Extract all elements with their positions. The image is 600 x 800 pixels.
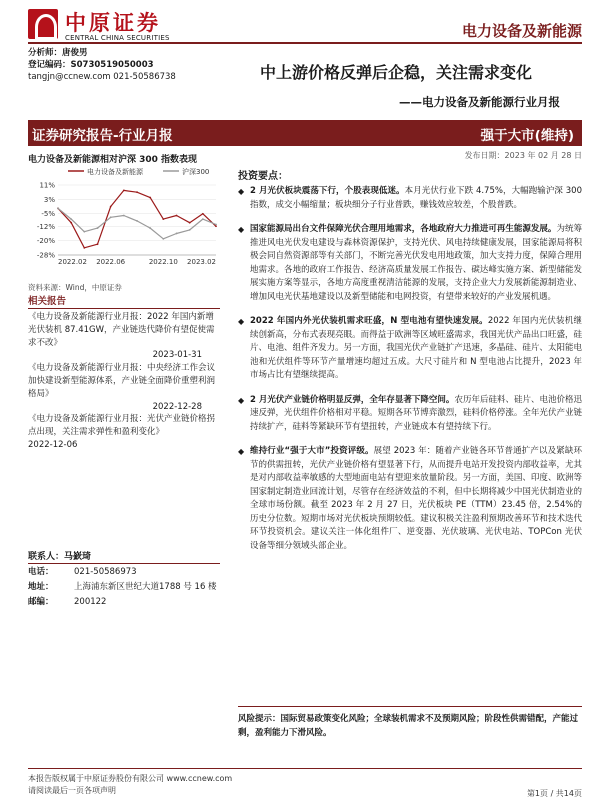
x-tick-label: 2022.10	[148, 258, 178, 266]
chart-lines	[57, 189, 217, 248]
related-report-title: 《电力设备及新能源行业月报：2022 年国内新增光伏装机 87.41GW，产业链迭代降价有望促使需求不改》	[28, 312, 215, 348]
data-point	[136, 220, 138, 222]
data-point	[162, 218, 164, 220]
contact-name: 马嶔琦	[64, 552, 92, 562]
highlight-bullet	[238, 445, 582, 553]
sector-title: 电力设备及新能源	[461, 22, 582, 40]
bullet-lead: 维持行业“强于大市”投资评级。	[250, 446, 374, 456]
performance-chart	[28, 163, 224, 278]
chart-legend	[68, 167, 209, 176]
y-tick-label: -20%	[36, 237, 55, 246]
publish-date: 发布日期：2023 年 02 月 28 日	[464, 151, 582, 160]
bullet-icon: ◆	[238, 395, 245, 405]
analyst-label: 分析师：	[28, 48, 63, 58]
page-number: 第1页 / 共14页	[526, 789, 582, 798]
x-tick-label: 2022.02	[58, 258, 87, 266]
data-point	[215, 225, 217, 227]
bullet-icon: ◆	[238, 447, 245, 456]
contact-info	[28, 565, 224, 610]
data-point	[97, 227, 99, 229]
related-report-item[interactable]	[28, 362, 222, 413]
data-point	[83, 231, 85, 233]
analyst-reg-row	[28, 59, 218, 71]
chart-source: 资料来源：Wind，中原证券	[28, 283, 122, 292]
logo-mark-icon	[28, 9, 58, 39]
series-line	[58, 208, 216, 239]
risk-divider	[238, 706, 582, 707]
contact-key: 地址：	[28, 582, 54, 592]
report-title: 中上游价格反弹后企稳，关注需求变化	[259, 63, 532, 82]
related-reports-list	[28, 311, 222, 452]
data-point	[162, 238, 164, 240]
logo-english-name: CENTRAL CHINA SECURITIES	[65, 34, 170, 42]
data-point	[136, 191, 138, 193]
legend-label: 沪深300	[182, 168, 210, 176]
contact-value: 021-50586973	[74, 567, 137, 577]
bullet-body: 2022 年国内光伏装机继续创新高，分布式表现亮眼。而得益于欧洲等区域旺盛需求，我国光伏产品出口旺盛，硅片、电池、组件齐发力。另一方面，我国光伏产业链扩产迅速，多晶硅、硅片、太阳能电池和光伏组件等环节产量增速均超过五成。大尺寸硅片和 N 型电池占比提升，2023 年市场占比有望继续提高。	[250, 316, 582, 380]
data-point	[97, 243, 99, 245]
bullet-lead: 2 月光伏产业链价格明显反弹，全年存显著下降空间。	[250, 394, 455, 405]
related-reports-heading: 相关报告	[28, 293, 220, 309]
y-tick-label: -12%	[36, 222, 55, 231]
x-axis-ticks	[58, 258, 216, 266]
report-type: 证券研究报告-行业月报	[32, 128, 173, 144]
data-point	[123, 215, 125, 217]
report-subtitle: ——电力设备及新能源行业月报	[399, 95, 560, 109]
contact-key: 邮编：	[28, 597, 54, 607]
data-point	[110, 206, 112, 208]
data-point	[83, 247, 85, 249]
data-point	[70, 218, 72, 220]
industry-rating: 强于大市(维持)	[480, 128, 574, 144]
analyst-info	[28, 47, 218, 83]
data-point	[110, 216, 112, 218]
contact-value: 上海浦东新区世纪大道1788 号 16 楼	[74, 582, 217, 592]
data-point	[176, 233, 178, 235]
data-point	[176, 215, 178, 217]
related-report-date: 2023-01-31	[152, 350, 202, 361]
bullet-body: 为统筹推进风电光伏发电建设与森林资源保护，支持光伏、风电持续健康发展，国家能源局将积极会同自然资源部等有关部门，不断完善光伏发电用地政策，加大支持力度，保障合理用地需求。各地的政府工作报告、经济高质量发展工作报告、碳达峰实施方案、新型储能发展实施方案等显示，各地方高度重视清洁能源的发展，支持企业大力发展新能源制造业、增加风电光伏基地建设以及新型储能和电网投资，有望带来较好的产业发展机遇。	[250, 224, 582, 302]
highlight-bullet	[238, 394, 582, 435]
risk-text: 国际贸易政策变化风险；全球装机需求不及预期风险；阶段性供需错配，产能过剩，盈利能力下滑风险。	[238, 714, 579, 738]
y-tick-label: -5%	[41, 210, 55, 219]
data-point	[202, 213, 204, 215]
contact-value: 200122	[74, 597, 107, 607]
analyst-contact: tangjn@ccnew.com 021-50586738	[28, 72, 176, 82]
contact-row	[28, 565, 224, 580]
data-point	[215, 224, 217, 226]
disclaimer-line: 请阅读最后一页各项声明	[28, 786, 116, 795]
reg-code: S0730519050003	[70, 60, 154, 70]
related-report-item[interactable]	[28, 413, 222, 451]
series-line	[58, 190, 216, 247]
chart-title: 电力设备及新能源相对沪深 300 指数表现	[28, 155, 198, 165]
x-tick-label: 2023.02	[187, 258, 216, 266]
related-report-title: 《电力设备及新能源行业月报：中央经济工作会议加快建设新型能源体系，产业链全面降价重塑利润格局》	[28, 363, 216, 399]
footer-notice	[28, 773, 232, 797]
data-point	[149, 227, 151, 229]
bullet-lead: 国家能源局出台文件保障光伏合理用地需求，各地政府大力推进可再生能源发展。	[250, 224, 557, 234]
contact-row	[28, 580, 224, 595]
y-tick-label: 11%	[39, 181, 55, 190]
risk-warning	[238, 712, 582, 740]
y-tick-label: -28%	[36, 251, 55, 260]
bullet-icon: ◆	[238, 187, 245, 196]
data-point	[189, 222, 191, 224]
contact-row	[28, 595, 224, 610]
y-tick-label: 3%	[43, 195, 55, 204]
data-point	[57, 207, 59, 209]
highlight-bullet	[238, 223, 582, 304]
analyst-name-row	[28, 47, 218, 59]
company-logo	[28, 7, 196, 45]
contact-label: 联系人：	[28, 552, 65, 562]
legend-label: 电力设备及新能源	[87, 168, 143, 176]
bullet-icon: ◆	[238, 317, 245, 326]
y-axis-ticks	[37, 182, 216, 260]
data-point	[70, 222, 72, 224]
highlights-heading: 投资要点：	[238, 171, 288, 182]
highlight-bullet	[238, 185, 582, 212]
related-report-title: 《电力设备及新能源行业月报：光伏产业链价格拐点出现，关注需求弹性和盈利变化》	[28, 414, 216, 438]
bullet-body: 展望 2023 年：随着产业链各环节普通扩产以及紧缺环节的供需扭转，光伏产业链价格有望显著下行，从而提升电站开发投资内部收益率，尤其是对内部收益率敏感的大型地面电站有望迎来放量阶段。另一方面，美国、印度、欧洲等国家制定制造业回流计划，尽管存在经济效益的不利，但中长期将减少中国光伏制造业的全球市场份额。截至 2023 年 2 月 27 日，光伏板块 PE（TTM）23.45 倍，2.54%的历史分位数。短期市场对光伏板块预期较低。建议积极关注盈利预期改善环节和技术迭代环节投资机会。建议关注一体化组件厂、逆变器、光伏玻璃、光伏电站、TOPCon 光伏设备等细分领域头部企业。	[250, 446, 582, 551]
bullet-lead: 2 月光伏板块震荡下行，个股表现低迷。	[250, 186, 405, 196]
data-point	[149, 197, 151, 199]
highlight-bullet	[238, 315, 582, 383]
bullet-body: 农历年后硅料、硅片、电池价格迅速反弹，光伏组件价格相对平稳。短期各环节博弈激烈，硅料价格停涨。全年光伏产业链持续扩产，硅料等紧缺环节有望扭转，产业链成本有望持续下行。	[250, 394, 582, 432]
bullet-icon: ◆	[238, 225, 245, 234]
copyright-line: 本报告版权属于中原证券股份有限公司 www.ccnew.com	[28, 774, 233, 783]
report-type-banner	[28, 120, 582, 146]
data-point	[123, 189, 125, 191]
analyst-name: 唐俊男	[62, 48, 88, 58]
bullet-lead: 2022 年国内外光伏装机需求旺盛，N 型电池有望快速发展。	[250, 316, 488, 326]
related-report-date: 2022-12-06	[28, 439, 78, 450]
header-divider	[28, 42, 582, 44]
related-report-item[interactable]	[28, 311, 222, 362]
contact-key: 电话：	[28, 567, 54, 577]
risk-label: 风险提示：	[238, 714, 281, 724]
contact-heading	[28, 549, 220, 564]
highlights-list	[238, 185, 582, 564]
x-tick-label: 2022.06	[96, 258, 126, 266]
footer-divider	[28, 768, 582, 769]
data-point	[189, 229, 191, 231]
bullet-body: 本月光伏行业下跌 4.75%，大幅跑输沪深 300 指数，成交小幅缩量；板块细分子行业普跌，赚钱效应较差，个股普跌。	[250, 186, 582, 210]
data-point	[202, 218, 204, 220]
related-report-date: 2022-12-28	[152, 401, 202, 412]
reg-label: 登记编码：	[28, 60, 71, 70]
logo-chinese-name: 中原证券	[65, 11, 161, 35]
